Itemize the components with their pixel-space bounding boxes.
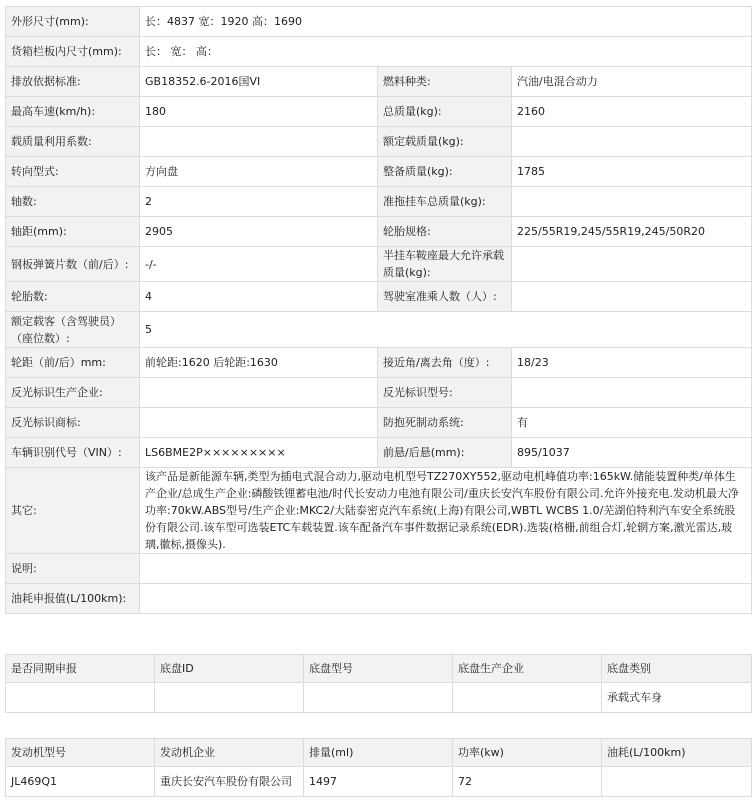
spec-value: 该产品是新能源车辆,类型为插电式混合动力,驱动电机型号TZ270XY552,驱动电机峰值功率:165kW.储能装置种类/单体生产企业/总成生产企业:磷酸铁锂蓄电池/时代长安动力电池有限公司/重庆长安汽车股份有限公司.允许外接充电.发动机最大净功率:70kW.ABS型号/生产企业:MKC2/大陆泰密克汽车系统(上海)有限公司,WBTL WCBS 1.0/芜湖伯特利汽车安全系统股份有限公司.该车型可选装ETC车载装置.该车配备汽车事件数据记录系统(EDR).选装(格栅,前组合灯,轮辋方案,激光雷达,玻璃,徽标,摄像头). [140,468,752,554]
spec-value: 长： 宽： 高： [140,37,752,67]
engine-value-model: JL469Q1 [6,767,155,797]
spec-row [6,282,752,312]
spec-label: 反光标识商标: [6,408,140,438]
spec-row [6,408,752,438]
spec-value [140,127,378,157]
spec-table [5,6,752,614]
spec-label: 防抱死制动系统: [378,408,512,438]
engine-value-fuel [602,767,752,797]
chassis-value-sync [6,683,155,713]
spec-row [6,217,752,247]
chassis-header-model: 底盘型号 [304,655,453,683]
engine-header-displacement: 排量(ml) [304,739,453,767]
engine-header-power: 功率(kw) [453,739,602,767]
chassis-value-category: 承载式车身 [602,683,752,713]
spec-value: 2160 [512,97,752,127]
spec-value: -/- [140,247,378,282]
spec-label: 货箱栏板内尺寸(mm): [6,37,140,67]
spec-value: 前轮距:1620 后轮距:1630 [140,348,378,378]
spec-value: 汽油/电混合动力 [512,67,752,97]
spec-label: 准拖挂车总质量(kg): [378,187,512,217]
spec-label: 额定载质量(kg): [378,127,512,157]
spec-row [6,67,752,97]
spec-label: 反光标识型号: [378,378,512,408]
spec-label: 车辆识别代号（VIN）: [6,438,140,468]
spec-label: 轴距(mm): [6,217,140,247]
spec-label: 轴数: [6,187,140,217]
spec-value: 180 [140,97,378,127]
spec-value: 5 [140,312,752,348]
spec-row [6,312,752,348]
spec-row [6,438,752,468]
spec-label: 驾驶室准乘人数（人）: [378,282,512,312]
spec-label: 载质量利用系数: [6,127,140,157]
spec-row [6,127,752,157]
spec-value: LS6BME2P××××××××× [140,438,378,468]
spec-value: GB18352.6-2016国VI [140,67,378,97]
spec-row [6,378,752,408]
spec-row [6,247,752,282]
spec-row [6,468,752,554]
spec-value [140,554,752,584]
engine-header-model: 发动机型号 [6,739,155,767]
spec-row [6,187,752,217]
chassis-value-model [304,683,453,713]
spec-row [6,157,752,187]
spec-label: 排放依据标准: [6,67,140,97]
spec-value [140,378,378,408]
engine-table [5,738,752,797]
spec-label: 轮胎规格: [378,217,512,247]
spec-value [512,282,752,312]
spec-label: 转向型式: [6,157,140,187]
spec-label: 轮距（前/后）mm: [6,348,140,378]
spec-row [6,584,752,614]
spec-value [512,378,752,408]
spec-value [512,127,752,157]
spec-value: 2 [140,187,378,217]
spec-row [6,554,752,584]
chassis-table [5,654,752,713]
spec-value [140,408,378,438]
chassis-header-sync: 是否同期申报 [6,655,155,683]
spec-label: 反光标识生产企业: [6,378,140,408]
spec-label: 前悬/后悬(mm): [378,438,512,468]
spec-value: 1785 [512,157,752,187]
spec-label: 接近角/离去角（度）: [378,348,512,378]
spec-label: 其它: [6,468,140,554]
spec-value: 225/55R19,245/55R19,245/50R20 [512,217,752,247]
spec-label: 油耗申报值(L/100km): [6,584,140,614]
spec-label: 钢板弹簧片数（前/后）: [6,247,140,282]
chassis-header-category: 底盘类别 [602,655,752,683]
spec-label: 半挂车鞍座最大允许承载质量(kg): [378,247,512,282]
spec-label: 外形尺寸(mm): [6,7,140,37]
chassis-header-maker: 底盘生产企业 [453,655,602,683]
spec-value [512,247,752,282]
spec-value: 2905 [140,217,378,247]
spec-value [140,584,752,614]
spec-label: 整备质量(kg): [378,157,512,187]
spec-row [6,37,752,67]
spec-value: 895/1037 [512,438,752,468]
spec-label: 轮胎数: [6,282,140,312]
spec-label: 额定载客（含驾驶员）（座位数）: [6,312,140,348]
engine-value-maker: 重庆长安汽车股份有限公司 [155,767,304,797]
spec-value [512,187,752,217]
spec-value: 长：4837 宽：1920 高：1690 [140,7,752,37]
spec-row [6,348,752,378]
spec-value: 18/23 [512,348,752,378]
chassis-value-id [155,683,304,713]
engine-value-power: 72 [453,767,602,797]
chassis-value-maker [453,683,602,713]
spec-label: 燃料种类: [378,67,512,97]
chassis-header-id: 底盘ID [155,655,304,683]
engine-header-fuel: 油耗(L/100km) [602,739,752,767]
spec-row [6,7,752,37]
engine-value-displacement: 1497 [304,767,453,797]
spec-label: 最高车速(km/h): [6,97,140,127]
spec-label: 总质量(kg): [378,97,512,127]
spec-label: 说明: [6,554,140,584]
spec-value: 有 [512,408,752,438]
spec-value: 4 [140,282,378,312]
spec-value: 方向盘 [140,157,378,187]
engine-header-maker: 发动机企业 [155,739,304,767]
spec-row [6,97,752,127]
